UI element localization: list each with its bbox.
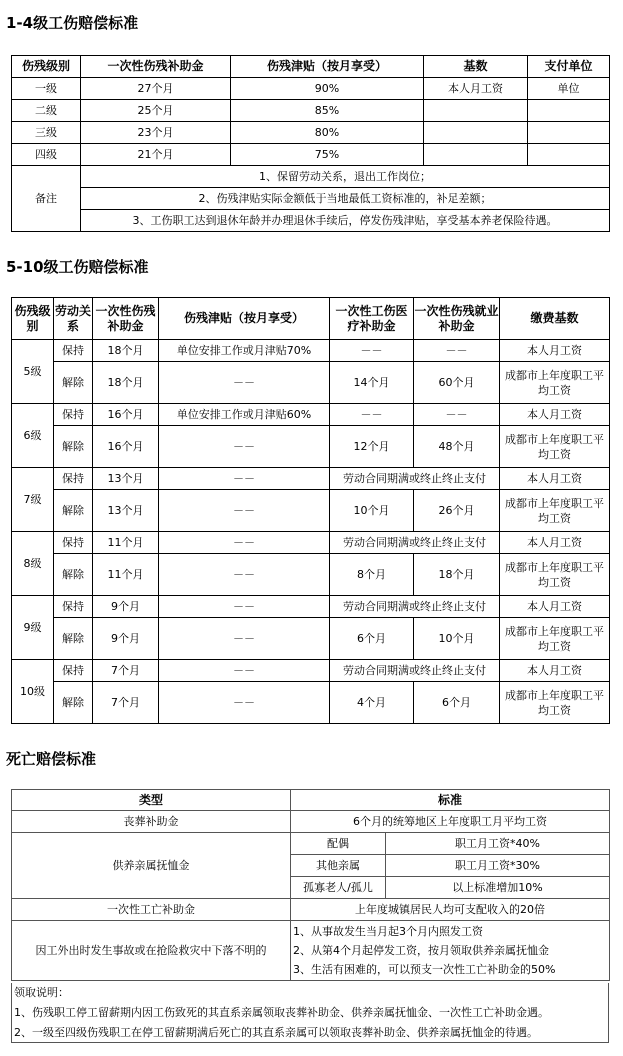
table-row <box>12 468 610 490</box>
lump-sum-cell: 7个月 <box>93 682 159 724</box>
table-row <box>12 404 610 426</box>
allowance-cell: 单位安排工作或月津贴60% <box>159 404 330 426</box>
standard-list-cell <box>291 921 610 981</box>
table-grade-5-10 <box>11 297 610 724</box>
relative-cell: 配偶 <box>291 833 386 855</box>
payer-cell <box>528 122 610 144</box>
col-header: 类型 <box>12 790 291 811</box>
medical-cell: 4个月 <box>330 682 414 724</box>
col-header: 伤残级别 <box>12 298 54 340</box>
contract-end-cell: 劳动合同期满或终止终止支付 <box>330 532 500 554</box>
allowance-cell: 90% <box>231 78 424 100</box>
col-header: 基数 <box>424 56 528 78</box>
section-title-5-10: 5-10级工伤赔偿标准 <box>6 258 149 276</box>
base-cell <box>424 100 528 122</box>
note-item: 1、保留劳动关系，退出工作岗位； <box>81 166 610 188</box>
notes-label: 备注 <box>12 166 81 232</box>
type-cell: 供养亲属抚恤金 <box>12 833 291 899</box>
lump-sum-cell: 21个月 <box>81 144 231 166</box>
base-cell: 本人月工资 <box>424 78 528 100</box>
lump-sum-cell: 13个月 <box>93 468 159 490</box>
table-row <box>12 426 610 468</box>
col-header: 标准 <box>291 790 610 811</box>
allowance-cell: －－ <box>159 426 330 468</box>
table-row <box>12 144 610 166</box>
medical-cell: 10个月 <box>330 490 414 532</box>
table-header-row <box>12 298 610 340</box>
relation-cell: 保持 <box>54 596 93 618</box>
level-cell: 5级 <box>12 340 54 404</box>
base-cell: 本人月工资 <box>500 660 610 682</box>
medical-cell: 6个月 <box>330 618 414 660</box>
table-row <box>12 100 610 122</box>
relation-cell: 解除 <box>54 362 93 404</box>
medical-cell: 12个月 <box>330 426 414 468</box>
col-header: 缴费基数 <box>500 298 610 340</box>
employment-cell: 6个月 <box>414 682 500 724</box>
table-row <box>12 660 610 682</box>
lump-sum-cell: 16个月 <box>93 404 159 426</box>
type-cell: 一次性工亡补助金 <box>12 899 291 921</box>
relation-cell: 解除 <box>54 490 93 532</box>
allowance-cell: －－ <box>159 660 330 682</box>
note-item: 2、伤残津贴实际金额低于当地最低工资标准的，补足差额； <box>81 188 610 210</box>
note-item: 1、伤残职工停工留薪期内因工伤致死的其直系亲属领取丧葬补助金、供养亲属抚恤金、一次性工亡补助金遇。 <box>14 1006 549 1019</box>
base-cell: 本人月工资 <box>500 340 610 362</box>
relation-cell: 保持 <box>54 532 93 554</box>
col-header: 伤残津贴（按月享受） <box>159 298 330 340</box>
col-header: 一次性伤残补助金 <box>93 298 159 340</box>
base-cell: 本人月工资 <box>500 596 610 618</box>
level-cell: 三级 <box>12 122 81 144</box>
level-cell: 一级 <box>12 78 81 100</box>
table-row <box>12 833 610 855</box>
type-cell: 丧葬补助金 <box>12 811 291 833</box>
standard-cell: 6个月的统筹地区上年度职工月平均工资 <box>291 811 610 833</box>
base-cell: 成都市上年度职工平均工资 <box>500 362 610 404</box>
relation-cell: 保持 <box>54 468 93 490</box>
employment-cell: －－ <box>414 404 500 426</box>
allowance-cell: 85% <box>231 100 424 122</box>
relation-cell: 解除 <box>54 426 93 468</box>
employment-cell: －－ <box>414 340 500 362</box>
section-title-death: 死亡赔偿标准 <box>6 750 97 768</box>
lump-sum-cell: 7个月 <box>93 660 159 682</box>
notes-title: 领取说明： <box>14 986 69 999</box>
table-row <box>12 618 610 660</box>
list-item: 1、从事故发生当月起3个月内照发工资 <box>293 925 483 938</box>
level-cell: 四级 <box>12 144 81 166</box>
allowance-cell: 单位安排工作或月津贴70% <box>159 340 330 362</box>
lump-sum-cell: 18个月 <box>93 362 159 404</box>
level-cell: 8级 <box>12 532 54 596</box>
allowance-cell: －－ <box>159 618 330 660</box>
contract-end-cell: 劳动合同期满或终止终止支付 <box>330 468 500 490</box>
col-header: 劳动关系 <box>54 298 93 340</box>
table-row <box>12 122 610 144</box>
lump-sum-cell: 11个月 <box>93 554 159 596</box>
allowance-cell: －－ <box>159 682 330 724</box>
table-row <box>12 682 610 724</box>
base-cell: 本人月工资 <box>500 404 610 426</box>
relation-cell: 保持 <box>54 340 93 362</box>
relation-cell: 保持 <box>54 660 93 682</box>
base-cell <box>424 144 528 166</box>
contract-end-cell: 劳动合同期满或终止终止支付 <box>330 660 500 682</box>
notes-row <box>12 188 610 210</box>
employment-cell: 26个月 <box>414 490 500 532</box>
note-item: 2、一级至四级伤残职工在停工留薪期满后死亡的其直系亲属可以领取丧葬补助金、供养亲属抚恤金的待遇。 <box>14 1026 538 1039</box>
payer-cell <box>528 144 610 166</box>
medical-cell: 14个月 <box>330 362 414 404</box>
lump-sum-cell: 13个月 <box>93 490 159 532</box>
medical-cell: －－ <box>330 404 414 426</box>
employment-cell: 60个月 <box>414 362 500 404</box>
col-header: 一次性伤残就业补助金 <box>414 298 500 340</box>
lump-sum-cell: 23个月 <box>81 122 231 144</box>
employment-cell: 18个月 <box>414 554 500 596</box>
medical-cell: 8个月 <box>330 554 414 596</box>
col-header: 一次性工伤医疗补助金 <box>330 298 414 340</box>
table-row <box>12 811 610 833</box>
standard-cell: 职工月工资*40% <box>386 833 610 855</box>
list-item: 3、生活有困难的，可以预支一次性工亡补助金的50% <box>293 963 556 976</box>
level-cell: 9级 <box>12 596 54 660</box>
base-cell: 本人月工资 <box>500 468 610 490</box>
payer-cell <box>528 100 610 122</box>
table-row <box>12 899 610 921</box>
level-cell: 6级 <box>12 404 54 468</box>
base-cell: 成都市上年度职工平均工资 <box>500 490 610 532</box>
table-header-row <box>12 790 610 811</box>
relation-cell: 解除 <box>54 682 93 724</box>
allowance-cell: －－ <box>159 362 330 404</box>
table-row <box>12 532 610 554</box>
medical-cell: －－ <box>330 340 414 362</box>
col-header: 伤残津贴（按月享受） <box>231 56 424 78</box>
table-row <box>12 921 610 981</box>
table-row <box>12 596 610 618</box>
table-row <box>12 340 610 362</box>
employment-cell: 10个月 <box>414 618 500 660</box>
table-row <box>12 362 610 404</box>
notes-row <box>12 210 610 232</box>
level-cell: 10级 <box>12 660 54 724</box>
base-cell: 成都市上年度职工平均工资 <box>500 682 610 724</box>
contract-end-cell: 劳动合同期满或终止终止支付 <box>330 596 500 618</box>
lump-sum-cell: 11个月 <box>93 532 159 554</box>
relation-cell: 解除 <box>54 554 93 596</box>
level-cell: 二级 <box>12 100 81 122</box>
level-cell: 7级 <box>12 468 54 532</box>
base-cell: 成都市上年度职工平均工资 <box>500 618 610 660</box>
note-item: 3、工伤职工达到退休年龄并办理退休手续后，停发伤残津贴，享受基本养老保险待遇。 <box>81 210 610 232</box>
allowance-cell: 80% <box>231 122 424 144</box>
section-title-1-4: 1-4级工伤赔偿标准 <box>6 14 139 32</box>
relation-cell: 解除 <box>54 618 93 660</box>
lump-sum-cell: 9个月 <box>93 618 159 660</box>
table-death-compensation <box>11 789 610 981</box>
table-row <box>12 554 610 596</box>
table-grade-1-4 <box>11 55 610 232</box>
collection-notes <box>11 983 609 1043</box>
base-cell: 成都市上年度职工平均工资 <box>500 426 610 468</box>
standard-cell: 上年度城镇居民人均可支配收入的20倍 <box>291 899 610 921</box>
lump-sum-cell: 18个月 <box>93 340 159 362</box>
allowance-cell: 75% <box>231 144 424 166</box>
relative-cell: 其他亲属 <box>291 855 386 877</box>
relation-cell: 保持 <box>54 404 93 426</box>
allowance-cell: －－ <box>159 490 330 532</box>
allowance-cell: －－ <box>159 468 330 490</box>
relative-cell: 孤寡老人/孤儿 <box>291 877 386 899</box>
table-row <box>12 78 610 100</box>
type-cell: 因工外出时发生事故或在抢险救灾中下落不明的 <box>12 921 291 981</box>
employment-cell: 48个月 <box>414 426 500 468</box>
allowance-cell: －－ <box>159 532 330 554</box>
lump-sum-cell: 27个月 <box>81 78 231 100</box>
allowance-cell: －－ <box>159 596 330 618</box>
base-cell: 成都市上年度职工平均工资 <box>500 554 610 596</box>
lump-sum-cell: 25个月 <box>81 100 231 122</box>
lump-sum-cell: 9个月 <box>93 596 159 618</box>
lump-sum-cell: 16个月 <box>93 426 159 468</box>
payer-cell: 单位 <box>528 78 610 100</box>
col-header: 支付单位 <box>528 56 610 78</box>
base-cell: 本人月工资 <box>500 532 610 554</box>
base-cell <box>424 122 528 144</box>
table-header-row <box>12 56 610 78</box>
col-header: 伤残级别 <box>12 56 81 78</box>
standard-cell: 职工月工资*30% <box>386 855 610 877</box>
col-header: 一次性伤残补助金 <box>81 56 231 78</box>
allowance-cell: －－ <box>159 554 330 596</box>
list-item: 2、从第4个月起停发工资，按月领取供养亲属抚恤金 <box>293 944 549 957</box>
notes-row <box>12 166 610 188</box>
standard-cell: 以上标准增加10% <box>386 877 610 899</box>
table-row <box>12 490 610 532</box>
